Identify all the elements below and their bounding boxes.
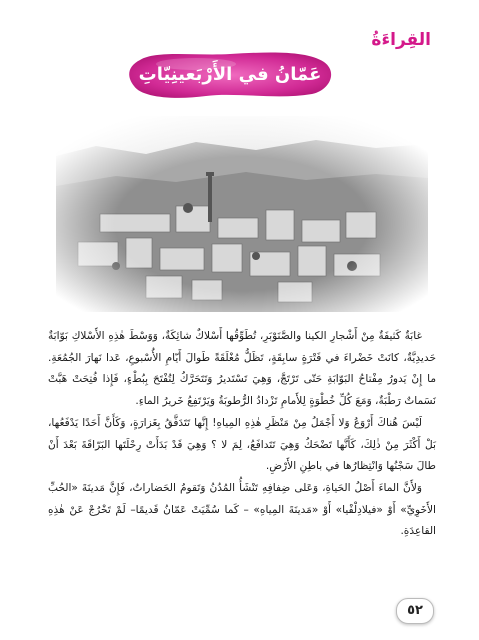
paragraph-1: غابَةٌ كَثيفَةٌ مِنْ أَشْجارِ الكينا والصَّنَوْبَرِ، تُطَوِّقُها أَسْلاكٌ شائِكَةٌ، وَوَسْطَ هٰذِهِ الأَسْلاكِ بَوّابَةٌ حَديدِيَّةٌ، كانَتْ خَضْراءَ في فَتْرَةٍ سابِقَةٍ، تَظَلُّ مُغْلَقَةً طَوالَ أَيّامِ الأُسْبوعِ، عَدا نَهارَ الجُمُعَةِ. ما إِنْ يَدورُ مِفْتاحُ البَوّابَةِ حَتّى تَرْتَجَّ، وَهِيَ تَسْتَديرُ وَتَتَحَرَّكُ لِتُفْتَحَ بِبُطْءٍ، فَإِذا فُتِحَتْ هَبَّتْ نَسَماتٌ رَطْبَةٌ، وَمَعَ كُلِّ خُطْوَةٍ لِلأَمامِ تَزْدادُ الرُّطوبَةُ وَيَرْتَفِعُ خَريرُ الماءِ. [48,330,436,408]
paragraph-2: لَيْسَ هُناكَ أَرْوَعُ وَلا أَجْمَلُ مِنْ مَنْظَرِ هٰذِهِ المِياهِ! إِنَّها تَتَدَفَّقُ بِغَزارَةٍ، وَكَأَنَّ أَحَدًا يَدْفَعُها، بَلْ أَكْثَرَ مِنْ ذٰلِكَ، كَأَنَّها تَضْحَكُ وَهِيَ تَتَدافَعُ، لِمَ لا ؟ وَهِيَ قَدْ بَدَأَتْ رِحْلَتَها البَرّاقَةَ بَعْدَ أَنْ طالَ سَجْنُها وَانْتِظارُها في باطِنِ الأَرْضِ. [48,416,436,473]
lesson-title: عَمّانُ في الأَرْبَعينِيّاتِ [138,64,322,85]
paragraph-3: وَلأَنَّ الماءَ أَصْلُ الحَياةِ، وَعَلى ضِفافِهِ تَنْشَأُ المُدُنُ وَتَقومُ الحَضاراتُ، فَإِنَّ مَدينَةَ «الحُبِّ الأَخَوِيِّ» أَوْ «فيلادِلْفْيا» أَوْ «مَدينَةَ المِياهِ» – كَما سُمِّيَتْ عَمّانُ قَديمًا– لَمْ تَخْرُجْ عَنْ هٰذِهِ القاعِدَةِ. [48,481,436,538]
section-label: القِراءَةُ [371,30,431,50]
city-photo [56,116,428,312]
reading-passage [48,326,436,543]
page-number: ٥٢ [396,598,434,624]
